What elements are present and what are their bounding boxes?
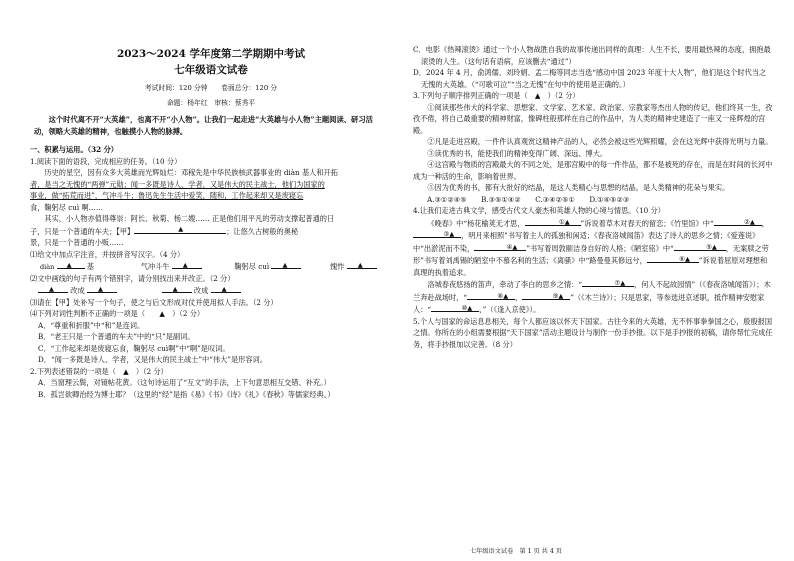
passage-line: 其实，小人物亦值得尊崇：阿长、秋菊、杨二嫂…… 正是他们用平凡的劳动支撑起普通的日	[44, 214, 335, 224]
passage-line: 事业，做“拓荒而进”，气冲斗牛；鲁迅先生生活中爱笑，随和，工作起来却又是废寝忘	[30, 191, 304, 201]
answer-blank[interactable]: ⑥▲	[647, 254, 699, 263]
passage-line: 者，是当之无愧的“两弹”元勋；闻一多既是诗人、学者，又是伟大的民主战士，他们为国家的	[30, 179, 325, 189]
answer-blank[interactable]: ⑩▲	[431, 303, 479, 312]
question-1-4: ⑷下列对词性判断不正确的一项是（ ▲ ）（2 分）	[30, 309, 205, 319]
passage-line: 景，只是一个普通的小贩……	[30, 238, 124, 248]
passage-line: 历史的星空，因有众多大英雄而光辉灿烂：邓稼先是中华民族核武器事业的 diàn 基人和开拓	[44, 168, 338, 178]
answer-blank[interactable]: ▲	[87, 284, 117, 293]
answer-blank[interactable]: ③▲	[413, 229, 461, 238]
answer-blank[interactable]: ▲	[38, 284, 68, 293]
option-B: B．孤岂欲卿治经为博士耶？（这里的“经”是指《易》《书》《诗》《礼》《春秋》等儒家经典。）	[38, 389, 335, 399]
answer-blank[interactable]: ▲	[347, 260, 377, 269]
answer-blank[interactable]: ▲	[134, 225, 226, 234]
question-3-options: A.③①②④⑤ B.③⑤①④② C.③④②⑤① D.①④⑤②③	[427, 194, 630, 204]
option-C: C．“工作起来却是废寝忘食，鞠躬尽 cuì啊”中“啊”是叹词。	[38, 343, 230, 353]
section-heading: 一、积累与运用。（32 分）	[30, 145, 118, 154]
right-column	[413, 44, 773, 350]
correction-row: ▲ 改成 ▲ ▲ 改成 ▲	[30, 284, 392, 297]
option-B: B．“老王只是一个普通的车夫”中的“只”是副词。	[38, 332, 195, 342]
page-footer: 七年级语文试卷 第 1 页 共 4 页	[470, 548, 562, 555]
question-3: 3.下列句子顺序排列正确的一项是（ ▲ ）（2 分）	[413, 91, 580, 101]
sentence-5: ⑤因为优秀的书，都有大批好的结晶，是这人类精心与思想的结晶，是人类精神的花朵与果实。	[427, 183, 730, 193]
answer-blank[interactable]: ▲	[211, 284, 241, 293]
answer-blank[interactable]: ▲	[57, 260, 85, 269]
answer-blank[interactable]: ⑤▲	[674, 242, 726, 251]
exam-authors: 命题：杨年红 审核：蔡秀平	[166, 99, 256, 107]
question-1-3: ⑶请在【甲】处补写一个句子，使之与后文形成对仗并使用拟人手法。（2 分）	[30, 297, 278, 307]
question-2: 2.下列表述错误的一项是（ ▲ ）（2 分）	[30, 366, 168, 376]
question-4: 4.让我们走进古典文学，感受古代文人豪杰和英雄人物的心境与情思。（10 分）	[413, 206, 665, 216]
answer-blank[interactable]: ②▲	[714, 217, 762, 226]
answer-blank[interactable]: ④▲	[474, 242, 526, 251]
option-A: A．当窗理云鬓，对镜帖花黄。（这句诗运用了“互文”的手法，上下句意思相互交错、补充。）	[38, 378, 331, 388]
passage-line: 子，只是一个普通的车夫；【甲】 ▲ ；让悠久古树般的奥秘	[30, 224, 299, 236]
poetry-fill-paragraph-2: 洛城春夜悠扬的笛声，牵动了李白的思乡之情：“ ⑦▲ ，何人不起故园情”（《春夜洛城闻笛》）；木兰奔赴战场时，“ ⑧▲ ， ⑨▲ ”（《木兰诗》）；只是思家，等参选进京述职，抵作精神安慰家人：“ ⑩▲ ，”（《逢入京使》）。	[413, 279, 771, 315]
answer-blank[interactable]: ▲	[172, 260, 202, 269]
left-column	[30, 144, 392, 400]
sentence-3: ③读优秀的书，能使我们的精神变得广阔、深远、博大。	[427, 148, 608, 158]
passage-line: 食，鞠躬尽 cuì 啊……	[30, 202, 104, 212]
question-5: 5.个人与国家的命运息息相关，每个人都应该以怀天下国家。古往今来的大英雄，无不怀事拳拳国之心，殷殷报国之情。你所在的小组需要根据“天下国家”活动主题设计与制作一份手抄报。以下是手抄报的初稿，请你帮忙完成任务，将手抄报加以完善。（8 分）	[413, 316, 773, 349]
theme-intro: 这个时代离不开“大英雄”，也离不开“小人物”。让我们一起走进“大英雄与小人物”主题阅读、研习活动，领略大英雄的精神，也触摸小人物的脉搏。	[34, 115, 373, 136]
sentence-4: ④这宫殿与物质的宫殿最大的不同之处，是那宫殿中的每一件作品，都不是被死的存在，而是在时间的长河中成为一种活的生命，影响着世界。	[413, 160, 773, 181]
answer-blank[interactable]: ⑧▲	[467, 291, 515, 300]
option-A: A．“尊重和折服”中“和”是连词。	[38, 320, 145, 330]
exam-time-score: 考试时间：120 分钟 卷面总分：120 分	[144, 84, 278, 92]
poetry-fill-paragraph: 《晚春》中“杨花榆荚无才思， ①▲ ”诉说着草木对春天的留恋；《竹里馆》中“ ②▲ ， ③▲ ，明月来相照”书写着主人的孤独和闲适；《春夜洛城闻笛》表达了诗人的思乡之情；《爱莲说》中“出淤泥而不染， ④▲ ”书写着周敦颐洁身自好的人格；《陋室铭》中“ ⑤▲ ，无案牍之劳形”书写着刘禹锡的陋室中不慕名利的生活；《离骚》中“路曼曼其修远兮， ⑥▲ ”诉说着屈原对理想和真理的执着追求。	[413, 217, 769, 277]
pinyin-row: diàn ▲ 基 气冲斗牛 ▲ 鞠躬尽 cuì ▲ 愧怍 ▲	[30, 260, 392, 273]
question-1-1: ⑴给文中加点字注音，并按拼音写汉字。（4 分）	[30, 249, 185, 259]
answer-blank[interactable]: ①▲	[525, 217, 581, 226]
option-C: C．电影《热辣滚烫》通过一个小人物战胜自我的故事传递出同样的真理：人生不长，要用最热辣的态度，拥抱最滚烫的人生。（这句话有语病，应该删去“通过”）	[413, 45, 771, 66]
sentence-2: ②凡是走进宫殿，一件件认真观赏这精神产品的人，必然会被这些光辉照耀，会在这光辉中获得光明与力量。	[427, 137, 773, 147]
answer-blank[interactable]: ⑦▲	[582, 278, 634, 287]
answer-blank[interactable]: ⑨▲	[522, 291, 570, 300]
answer-blank[interactable]: ▲	[271, 260, 301, 269]
exam-title-year: 2023～2024 学年度第二学期期中考试	[116, 48, 306, 60]
sentence-1: ①阅读那些伟大的科学家、思想家、文学家、艺术家、政治家、宗教家等杰出人物的传记，他们终其一生，孜孜不倦，将自己最重要的精神财富，像碑柱般那样在自己的作品中，为人类的精神史建造了一座又一座辉煌的宫殿。	[413, 102, 773, 135]
option-D: D．“闻一多既是诗人、学者，又是伟大的民主战士”中“伟大”是形容词。	[38, 355, 267, 365]
question-1-2: ⑵文中画线的句子有两个错别字，请分别找出来并改正。（2 分）	[30, 273, 235, 283]
exam-title-subject: 七年级语文试卷	[174, 64, 248, 76]
question-1-stem: 1.阅读下面的语段，完成相应的任务。（10 分）	[30, 156, 182, 166]
option-D: D．2024 年 4 月，俞鸿儒、刘玲娟、孟二梅等同志当选“感动中国 2023 年度十大人物”，他们是这个时代当之无愧的大英雄。（“可歌可泣”“当之无愧”在句中的使用是正确的。）	[413, 68, 767, 89]
answer-blank[interactable]: ▲	[162, 284, 192, 293]
